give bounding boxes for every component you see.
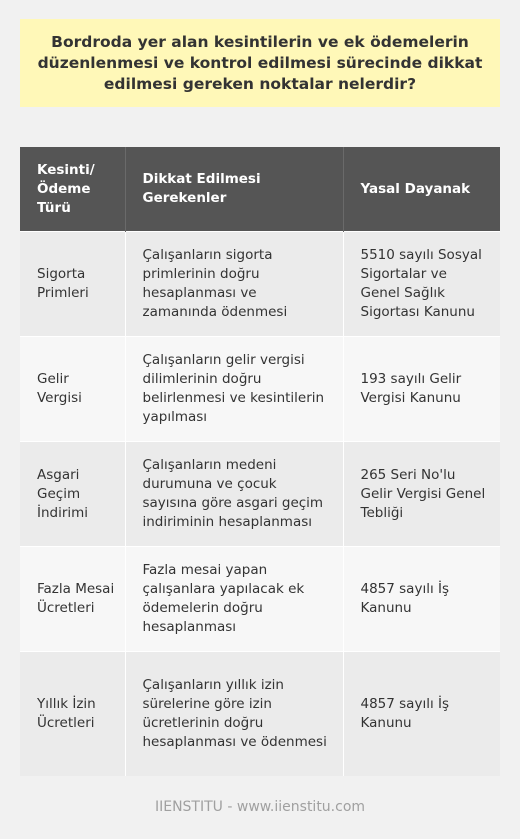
table-row: [20, 337, 500, 442]
cell-law: 265 Seri No'lu Gelir Vergisi Genel Tebliği: [343, 442, 500, 547]
cell-notes: Çalışanların medeni durumuna ve çocuk sayısına göre asgari geçim indiriminin hesaplanması: [125, 442, 343, 547]
cell-law: 4857 sayılı İş Kanunu: [343, 652, 500, 777]
cell-notes: Fazla mesai yapan çalışanlara yapılacak ek ödemelerin doğru hesaplanması: [125, 547, 343, 652]
header-law: Yasal Dayanak: [343, 147, 500, 232]
cell-notes: Çalışanların sigorta primlerinin doğru hesaplanması ve zamanında ödenmesi: [125, 232, 343, 337]
data-table: [20, 147, 500, 776]
question-title: Bordroda yer alan kesintilerin ve ek ödemelerin düzenlenmesi ve kontrol edilmesi sürecinde dikkat edilmesi gereken noktalar nelerdir?: [37, 32, 483, 93]
cell-law: 193 sayılı Gelir Vergisi Kanunu: [343, 337, 500, 442]
cell-type: Yıllık İzin Ücretleri: [20, 652, 125, 777]
header-type: Kesinti/ Ödeme Türü: [20, 147, 125, 232]
cell-type: Asgari Geçim İndirimi: [20, 442, 125, 547]
table-row: [20, 652, 500, 777]
cell-notes: Çalışanların yıllık izin sürelerine göre izin ücretlerinin doğru hesaplanması ve ödenmesi: [125, 652, 343, 777]
table-row: [20, 442, 500, 547]
cell-type: Gelir Vergisi: [20, 337, 125, 442]
cell-type: Sigorta Primleri: [20, 232, 125, 337]
header-notes: Dikkat Edilmesi Gerekenler: [125, 147, 343, 232]
footer-text: IIENSTITU - www.iienstitu.com: [154, 799, 366, 815]
cell-type: Fazla Mesai Ücretleri: [20, 547, 125, 652]
cell-notes: Çalışanların gelir vergisi dilimlerinin doğru belirlenmesi ve kesintilerin yapılması: [125, 337, 343, 442]
table-row: [20, 232, 500, 337]
table-row: [20, 547, 500, 652]
cell-law: 5510 sayılı Sosyal Sigortalar ve Genel Sağlık Sigortası Kanunu: [343, 232, 500, 337]
table-header-row: [20, 147, 500, 232]
question-box: [20, 19, 500, 107]
cell-law: 4857 sayılı İş Kanunu: [343, 547, 500, 652]
